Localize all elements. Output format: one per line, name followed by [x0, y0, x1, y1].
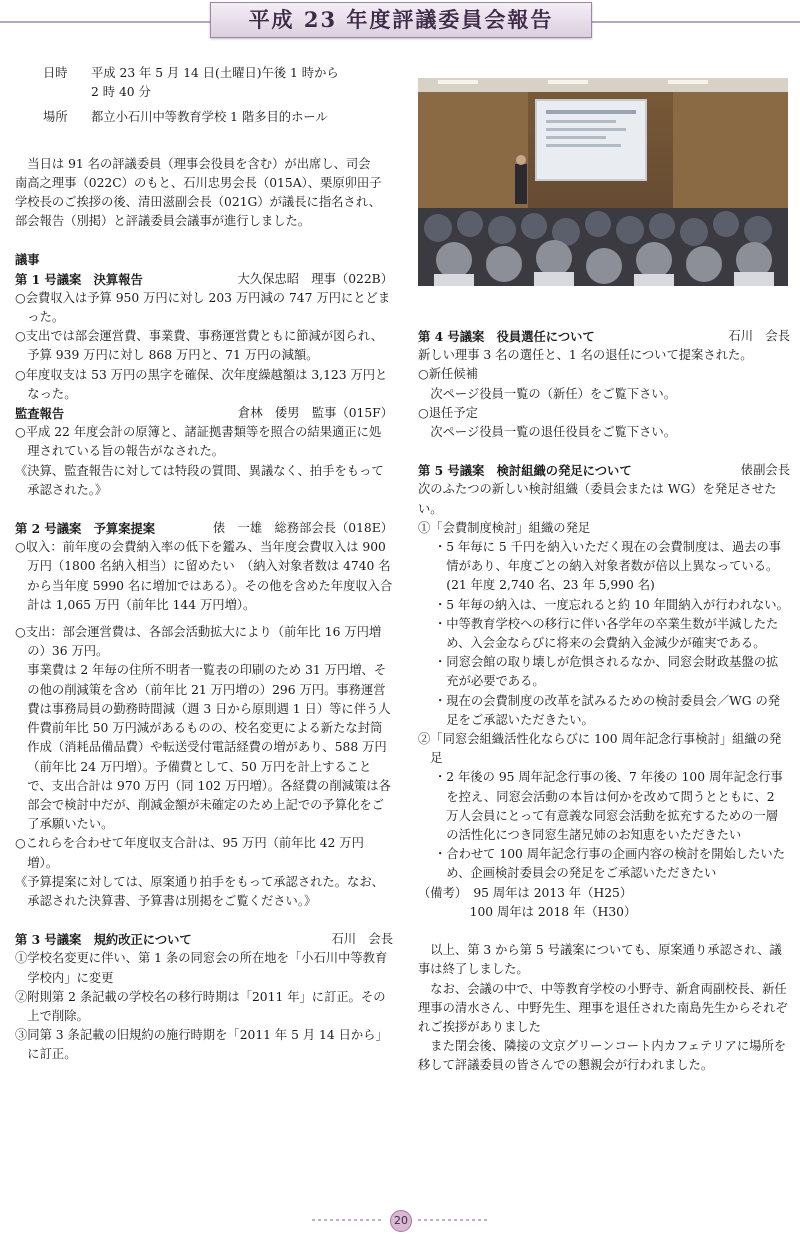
item5-group2-point: ・合わせて 100 周年記念行事の企画内容の検討を開始したいため、企画検討委員会の発足をご承認いただきたい [433, 847, 785, 881]
item2-income: ○収入：前年度の会費納入率の低下を鑑み、当年度会費収入は 900 万円（1800 名納入相当）に留めたい （納入対象者数は 4740 名から当年度 5990 名に増加ではある）。その他を含めた年度収入合計は 1,065 万円（前年比 144 万円増）。 [15, 540, 393, 612]
item2-expense: ○支出：部会運営費は、各部会活動拡大により（前年比 16 万円増の）36 万円。 [15, 625, 382, 659]
item4-new-text: 次ページ役員一覧の（新任）をご覧下さい。 [430, 386, 676, 401]
item1-point: ○年度収支は 53 万円の黒字を確保、次年度繰越額は 3,123 万円となった。 [15, 367, 388, 401]
item5-group1-title: ①「会費制度検討」組織の発足 [418, 520, 591, 535]
closing-paragraph: なお、会議の中で、中等教育学校の小野寺、新倉両副校長、新任理事の清水さん、中野先生、理事を退任された南島先生からそれぞれご挨拶がありました [418, 981, 788, 1034]
audit-header: 監査報告 倉林 倭男 監事（015F） [15, 406, 393, 422]
item5-summary: 次のふたつの新しい検討組織（委員会または WG）を発足させたい。 [418, 482, 777, 516]
item3-point: ③同第 3 条記載の旧規約の施行時期を「2011 年 5 月 14 日から」に訂正。 [15, 1028, 388, 1062]
item5-group2-point: ・2 年後の 95 周年記念行事の後、7 年後の 100 周年記念行事を控え、同窓会活動の本旨は何かを改めて問うとともに、2 万人会員にとって有意義な同窓会活動を拡充するための一層の活性化につき同窓生諸兄姉のお知恵をいただきたい [433, 770, 783, 843]
meeting-hall-illustration [418, 78, 788, 286]
item4-summary: 新しい理事 3 名の選任と、1 名の退任について提案された。 [418, 348, 753, 363]
item1-header: 第 1 号議案 決算報告 大久保忠昭 理事（022B） [15, 271, 393, 287]
item1-point: ○支出では部会運営費、事業費、事務運営費ともに節減が図られ、予算 939 万円に対し 868 万円と、71 万円の減額。 [15, 329, 384, 363]
closing-paragraph: 以上、第 3 から第 5 号議案についても、原案通り承認され、議事は終了しました。 [418, 943, 782, 977]
item3-header: 第 3 号議案 規約改正について 石川 会長 [15, 932, 393, 948]
item2-total: ○これらを合わせて年度収支合計は、95 万円（前年比 42 万円増）。 [15, 836, 364, 870]
audit-result: 《決算、監査報告に対しては特段の質問、異議なく、拍手をもって承認された。》 [15, 463, 384, 497]
item4-new-label: ○新任候補 [418, 367, 478, 382]
footer-dots-right [418, 1219, 488, 1221]
item5-header: 第 5 号議案 検討組織の発足について 俵副会長 [418, 463, 790, 479]
item2-header: 第 2 号議案 予算案提案 俵 一雄 総務部会長（018E） [15, 521, 393, 537]
page-number: 20 [390, 1210, 412, 1232]
item4-header: 第 4 号議案 役員選任について 石川 会長 [418, 329, 790, 344]
meeting-photo [418, 78, 788, 286]
item5-note: （備考） 95 周年は 2013 年（H25） [418, 885, 633, 900]
meeting-place: 場所 都立小石川中等教育学校 1 階多目的ホール [43, 110, 328, 125]
item5-group1-point: ・5 年毎に 5 千円を納入いただく現在の会費制度は、過去の事情があり、年度ごとの納入対象者数が倍以上異なっている。(21 年度 2,740 名、23 年 5,990 名) [433, 540, 782, 593]
item4-retire-label: ○退任予定 [418, 405, 478, 420]
right-column [418, 327, 790, 1076]
left-column [15, 64, 393, 1065]
item5-group1-point: ・中等教育学校への移行に伴い各学年の卒業生数が半減したため、入会金ならびに将来の会費納入金減少が確実である。 [433, 616, 779, 651]
item5-group2-title: ②「同窓会組織活性化ならびに 100 周年記念行事検討」組織の発足 [418, 732, 782, 766]
item5-group1-point: ・同窓会館の取り壊しが危惧されるなか、同窓会財政基盤の拡充が必要である。 [433, 655, 779, 689]
footer-dots-left [312, 1219, 382, 1221]
item1-point: ○会費収入は予算 950 万円に対し 203 万円減の 747 万円にとどまった。 [15, 290, 391, 325]
item5-note: 100 周年は 2018 年（H30） [469, 904, 637, 919]
meeting-date: 日時 平成 23 年 5 月 14 日(土曜日)午後 1 時から 2 時 40 分 [43, 66, 339, 100]
item4-retire-text: 次ページ役員一覧の退任役員をご覧下さい。 [430, 425, 676, 440]
item3-point: ①学校名変更に伴い、第 1 条の同窓会の所在地を「小石川中等教育学校内」に変更 [15, 951, 388, 985]
item2-result: 《予算提案に対しては、原案通り拍手をもって承認された。なお、承認された決算書、予算書は別掲をご覧ください。》 [15, 874, 384, 908]
item5-group1-point: ・5 年毎の納入は、一度忘れると約 10 年間納入が行われない。 [433, 597, 789, 612]
item2-expense-detail: 事業費は 2 年毎の住所不明者一覧表の印刷のため 31 万円増、その他の削減策を含め（前年比 21 万円増の）296 万円。事務運営費は事務局員の勤務時間減（週 3 日から原則週 1 日）等に伴う人件費前年比 50 万円減があるものの、校名変更による新たな封筒作成（消耗品備品費）や転送受付電話経費の増があり、588 万円（前年比 24 万円増）。予備費として、50 万円を計上することで、支出合計は 970 万円（同 102 万円増）。各経費の削減策は各部会で検討中だが、削減金額が未確定のため上記での予算化をご了承願いたい。 [27, 663, 391, 832]
intro-paragraph: 当日は 91 名の評議委員（理事会役員を含む）が出席し、司会 南高之理事（022C）のもと、石川忠男会長（015A）、栗原卯田子学校長のご挨拶の後、清田滋副会長（021G）が議長に指名され、部会報告（別掲）と評議委員会議事が進行しました。 [15, 156, 383, 229]
agenda-heading: 議事 [15, 252, 40, 268]
page-banner [0, 0, 800, 40]
page-title: 平成 23 年度評議委員会報告 [210, 2, 592, 38]
closing-paragraph: また閉会後、隣接の文京グリーンコート内カフェテリアに場所を移して評議委員の皆さんでの懇親会が行われました。 [418, 1039, 787, 1073]
audit-point: ○平成 22 年度会計の原簿と、諸証拠書類等を照合の結果適正に処理されている旨の報告がなされた。 [15, 425, 382, 459]
page-footer [0, 1210, 800, 1230]
item3-point: ②附則第 2 条記載の学校名の移行時期は「2011 年」に訂正。その上で削除。 [15, 989, 386, 1023]
item5-group1-point: ・現在の会費制度の改革を試みるための検討委員会／WG の発足をご承認いただきたい。 [433, 693, 781, 727]
